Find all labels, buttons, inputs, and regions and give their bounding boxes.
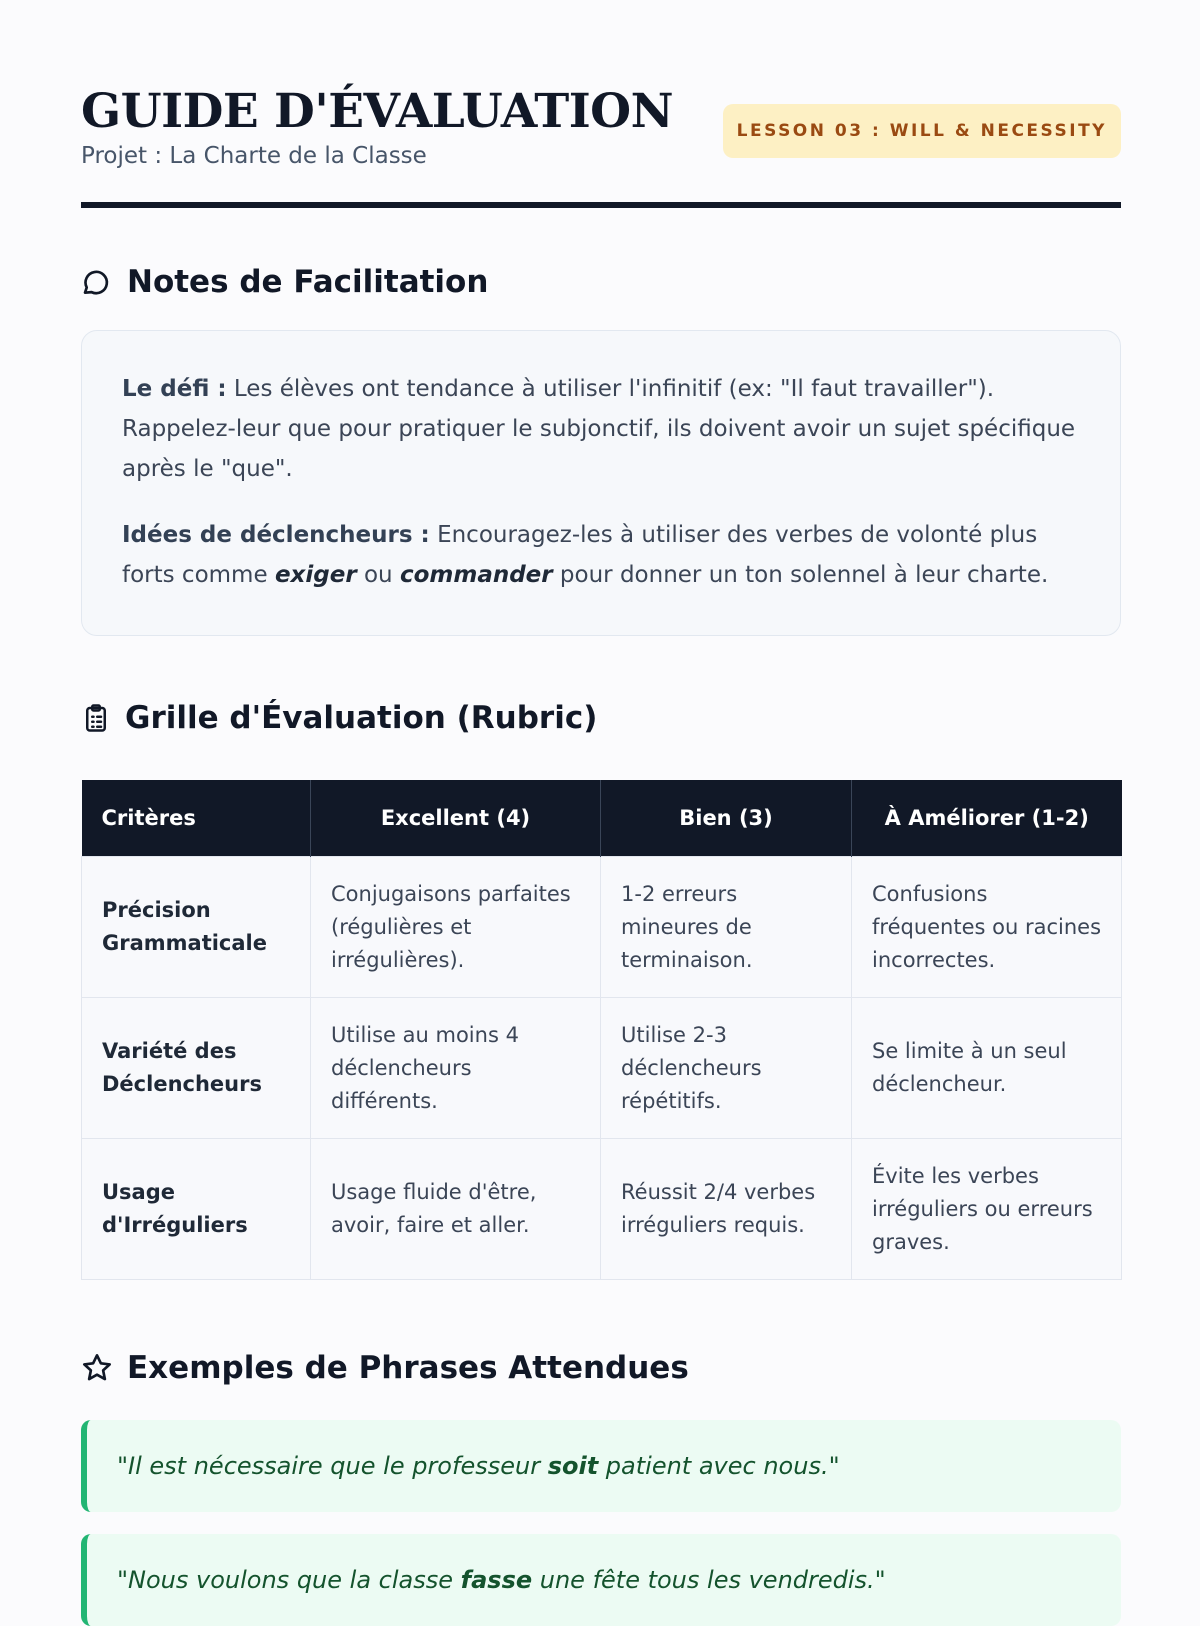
notes-paragraph-challenge [122, 369, 1080, 489]
examples-heading [81, 1350, 1121, 1386]
column-header-ameliorer: À Améliorer (1-2) [852, 780, 1122, 857]
bien-cell: Réussit 2/4 verbes irréguliers requis. [601, 1139, 852, 1280]
header [81, 82, 1121, 170]
example-sentence [81, 1420, 1121, 1512]
page-title: GUIDE D'ÉVALUATION [81, 84, 674, 139]
excellent-cell: Utilise au moins 4 déclencheurs différents. [311, 998, 601, 1139]
example-verb: soit [547, 1452, 599, 1480]
bien-cell: Utilise 2-3 déclencheurs répétitifs. [601, 998, 852, 1139]
notes-label-triggers: Idées de déclencheurs : [122, 522, 430, 548]
criterion-cell: Précision Grammaticale [82, 857, 311, 998]
clipboard-list-icon [81, 701, 111, 735]
title-block [81, 82, 673, 170]
star-icon [81, 1352, 113, 1384]
ameliorer-cell: Se limite à un seul déclencheur. [852, 998, 1122, 1139]
notes-box [81, 330, 1121, 636]
notes-verb-commander: commander [399, 562, 553, 588]
page [81, 0, 1121, 1626]
criterion-cell: Variété des Déclencheurs [82, 998, 311, 1139]
criterion-cell: Usage d'Irréguliers [82, 1139, 311, 1280]
ameliorer-cell: Évite les verbes irréguliers ou erreurs graves. [852, 1139, 1122, 1280]
excellent-cell: Conjugaisons parfaites (régulières et irrégulières). [311, 857, 601, 998]
notes-heading-label: Notes de Facilitation [127, 264, 489, 300]
rubric-heading [81, 700, 1121, 736]
column-header-bien: Bien (3) [601, 780, 852, 857]
page-subtitle: Projet : La Charte de la Classe [81, 143, 427, 169]
notes-text-triggers-a: Encouragez-les à utiliser des verbes de volonté plus forts comme [122, 522, 1038, 588]
example-verb: fasse [460, 1566, 533, 1594]
lesson-badge: LESSON 03 : WILL & NECESSITY [723, 104, 1121, 158]
example-text-after: une fête tous les vendredis." [532, 1566, 886, 1594]
notes-paragraph-triggers [122, 515, 1080, 595]
table-row [82, 998, 1122, 1139]
notes-text-triggers-b: ou [356, 562, 400, 588]
notes-label-challenge: Le défi : [122, 376, 227, 402]
rubric-heading-label: Grille d'Évaluation (Rubric) [125, 700, 598, 736]
header-divider [81, 202, 1121, 208]
bien-cell: 1-2 erreurs mineures de terminaison. [601, 857, 852, 998]
examples-heading-label: Exemples de Phrases Attendues [127, 1350, 689, 1386]
rubric-header-row [82, 780, 1122, 857]
table-row [82, 857, 1122, 998]
example-sentence [81, 1534, 1121, 1626]
notes-heading [81, 264, 1121, 300]
notes-text-challenge: Les élèves ont tendance à utiliser l'infinitif (ex: "Il faut travailler"). Rappelez-leur que pour pratiquer le subjonctif, ils doivent avoir un sujet spécifique après le "que". [122, 376, 1076, 482]
example-text-before: "Nous voulons que la classe [117, 1566, 461, 1594]
notes-verb-exiger: exiger [274, 562, 357, 588]
excellent-cell: Usage fluide d'être, avoir, faire et aller. [311, 1139, 601, 1280]
column-header-excellent: Excellent (4) [311, 780, 601, 857]
column-header-criteres: Critères [82, 780, 311, 857]
speech-bubble-icon [81, 266, 113, 298]
table-row [82, 1139, 1122, 1280]
notes-text-triggers-c: pour donner un ton solennel à leur charte. [552, 562, 1049, 588]
rubric-table [81, 780, 1122, 1280]
example-text-before: "Il est nécessaire que le professeur [117, 1452, 548, 1480]
example-text-after: patient avec nous." [598, 1452, 840, 1480]
ameliorer-cell: Confusions fréquentes ou racines incorrectes. [852, 857, 1122, 998]
